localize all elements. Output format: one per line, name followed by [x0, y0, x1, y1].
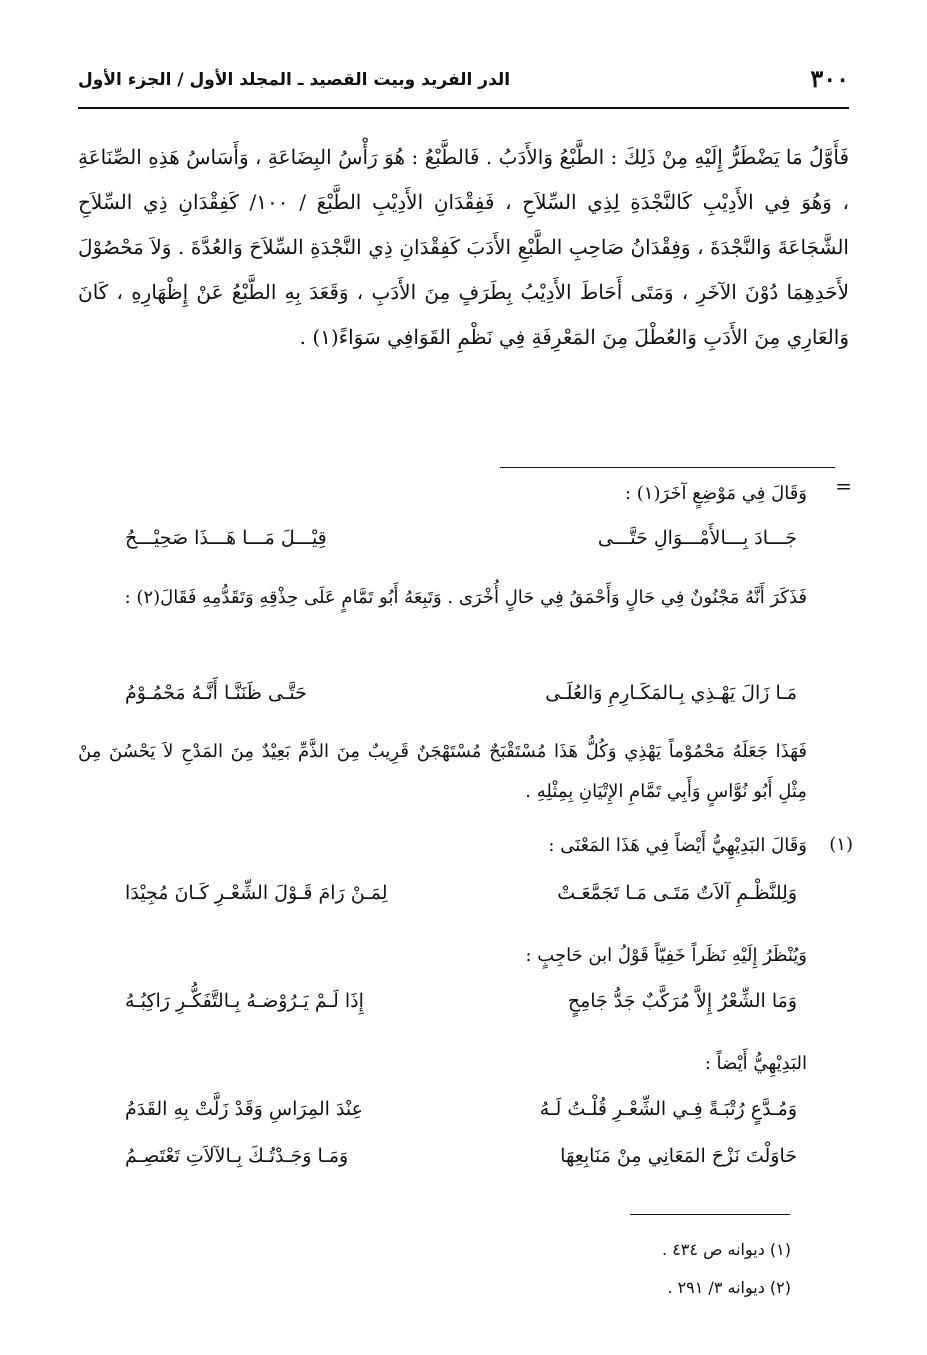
footnote-line-block — [78, 936, 849, 976]
verse-line — [125, 682, 797, 722]
verse-first-hemistich: حَاوَلْتَ نَزْحَ المَعَانِي مِنْ مَنَابِعِهَا — [560, 1145, 797, 1167]
footnote-text: فَذَكَرَ أَنَّهُ مَجْنُونٌ فِي حَالٍ وَأَحْمَقُ فِي حَالٍ أُخْرَى . وَتَبِعَهُ أَبُو تَمَّامٍ عَلَى حِذْقِهِ وَتَقَدُّمِهِ فَقَالَ(٢) : — [124, 587, 807, 608]
verse-first-hemistich: جَـــادَ بِـــالأَمْـــوَالِ حَتَّـــى — [597, 527, 797, 549]
footnote-paragraph — [78, 578, 849, 618]
footnote-line: البَدِيْهِيُّ أَيْضاً : — [704, 1053, 807, 1074]
main-text — [78, 135, 849, 360]
footnote-marker: (١) — [829, 834, 853, 855]
footnote-line: وَيُنْظَرُ إِلَيْهِ نَظَراً خَفِيّاً قَوْلُ ابن حَاجِبٍ : — [525, 945, 807, 966]
footnote-separator — [500, 467, 835, 468]
verse-line — [125, 882, 797, 922]
verse-line — [125, 1145, 797, 1185]
endnote-separator — [630, 1214, 790, 1215]
page-number: ٣٠٠ — [810, 64, 849, 93]
verse-line — [125, 990, 797, 1030]
verse-first-hemistich: وَمَا الشِّعْرُ إِلاَّ مُرَكَّبٌ جَدُّ جَامِحٍ — [567, 990, 797, 1012]
main-paragraph: فَأَوَّلُ مَا يَضْطَرُّ إِلَيْهِ مِنْ ذَلِكَ : الطَّبْعُ وَالأَدَبُ . فَالطَّبْعُ : هُوَ رَأْسُ البِضَاعَةِ ، وَأَسَاسُ هَذِهِ الصِّنَاعَةِ ، وَهُوَ فِي الأَدِيْبِ كَالنَّجْدَةِ لِذِي السِّلاَحِ ، فَفِقْدَانِ الأَدِيْبِ الطَّبْعَ / ١٠٠/ كَفِقْدَانِ ذِي السِّلاَحِ الشَّجَاعَةَ وَالنَّجْدَةَ ، وَفِقْدَانُ صَاحِبِ الطَّبْعِ الأَدَبَ كَفِقْدَانِ ذِي النَّجْدَةِ السِّلاَحَ وَالعُدَّةَ . وَلاَ مَحْصُوْلَ لأَحَدِهِمَا دُوْنَ الآخَرِ ، وَمَتَى أَحَاطَ الأَدِيْبُ بِطَرَفٍ مِنَ الأَدَبِ ، وَقَعَدَ بِهِ الطَّبْعُ عَنْ إِظْهَارِهِ ، كَانَ وَالعَارِي مِنَ الأَدَبِ وَالعُطْلَ مِنَ المَعْرِفَةِ فِي نَظْمِ القَوَافِي سَوَاءً(١) . — [78, 145, 849, 349]
verse-second-hemistich: عِنْدَ المِرَاسِ وَقَدْ زَلَّتْ بِهِ القَدَمُ — [125, 1098, 363, 1120]
footnote-paragraph — [78, 732, 849, 812]
verse-line — [125, 1098, 797, 1138]
footnote-1 — [78, 826, 853, 866]
footnote-continuation — [78, 474, 852, 514]
continuation-marker: = — [835, 474, 852, 498]
footnote-line-block — [78, 1044, 849, 1084]
endnote-1: (١) ديوانه ص ٤٣٤ . — [662, 1240, 791, 1259]
endnote-2: (٢) ديوانه ٣/ ٢٩١ . — [667, 1278, 791, 1297]
verse-first-hemistich: وَلِلنَّظْـمِ آلاَتٌ مَتَـى مَـا تَجَمَّعَـتْ — [557, 882, 797, 904]
verse-second-hemistich: وَمَـا وَجَـدْتُـكَ بِـالآلاَتِ تَعْتَصِـمُ — [125, 1145, 349, 1167]
footnote-line: وَقَالَ البَدِيْهِيُّ أَيْضاً فِي هَذَا المَعْنَى : — [548, 835, 807, 856]
verse-second-hemistich: لِمَـنْ رَامَ قَـوْلَ الشِّعْـرِ كَـانَ مُجِيْدَا — [125, 882, 388, 904]
verse-first-hemistich: مَـا زَالَ يَهْـذِي بِـالمَكَـارِمِ وَالعُلَـى — [545, 682, 797, 704]
verse-first-hemistich: وَمُـدَّعٍ رُتْبَـةً فِـي الشِّعْـرِ قُلْـتُ لَـهُ — [539, 1098, 797, 1120]
running-title: الدر الفريد وبيت القصيد ـ المجلد الأول / الجزء الأول — [78, 70, 511, 90]
verse-second-hemistich: إِذَا لَـمْ يَـرُوْضـهُ بِـالتَّفَكُّـرِ رَاكِبُـهُ — [125, 990, 364, 1012]
page-header — [78, 62, 849, 104]
verse-line — [125, 527, 797, 567]
verse-second-hemistich: قِيْـــلَ مَـــا هَـــذَا صَحِيْـــحُ — [125, 527, 327, 549]
footnote-text: فَهَذَا جَعَلَهُ مَحْمُوْماً يَهْذِي وَكُلُّ هَذَا مُسْتَقْبَحٌ مُسْتَهْجَنٌ قَرِيبٌ مِنَ الذَّمِّ بَعِيْدٌ مِنَ المَدْحِ لاَ يَحْسُنَ مِنْ مِثْلِ أَبُو نُوَّاسٍ وَأَبِي تَمَّامِ الإِتْيَانِ بِمِثْلِهِ . — [78, 741, 807, 802]
footnote-line: وَقَالَ فِي مَوْضِعٍ آخَرَ(١) : — [624, 483, 807, 504]
verse-second-hemistich: حَتَّـى ظَنَنَّـا أَنَّـهُ مَحْمُـوْمُ — [125, 682, 307, 704]
header-rule — [78, 107, 849, 109]
